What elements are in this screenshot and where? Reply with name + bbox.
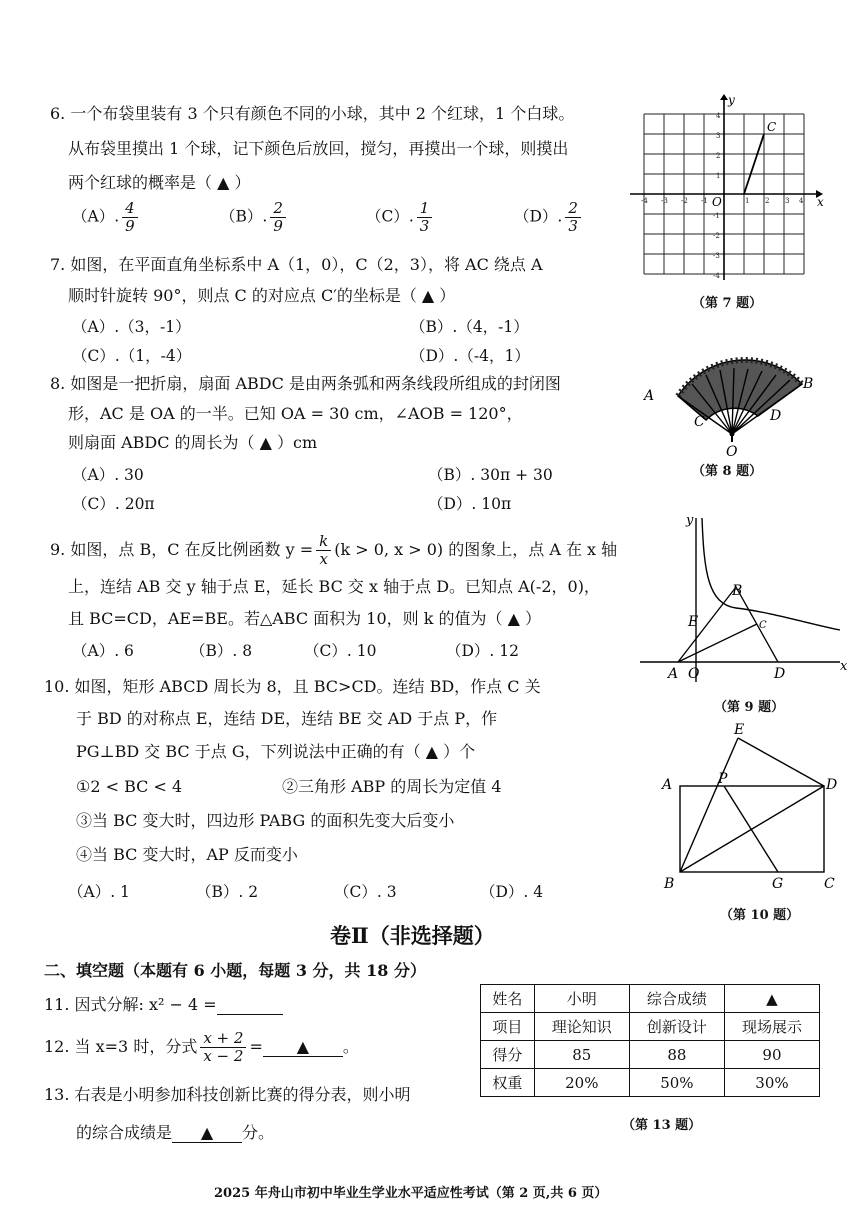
q9-label-b: B: [732, 583, 743, 599]
q6-line1: 6. 一个布袋里装有 3 个只有颜色不同的小球，其中 2 个红球，1 个白球。: [50, 104, 575, 123]
q10-statement-2: ②三角形 ABP 的周长为定值 4: [282, 777, 502, 796]
q10-line3: PG⊥BD 交 BC 于点 G，下列说法中正确的有（ ▲ ）个: [76, 742, 476, 761]
section-2-title: 卷Ⅱ（非选择题）: [330, 923, 495, 948]
q10-label-b: B: [664, 876, 675, 892]
table-cell: 姓名: [481, 985, 535, 1013]
q10-label-g: G: [772, 876, 784, 892]
q13-line1: 13. 右表是小明参加科技创新比赛的得分表，则小明: [44, 1085, 411, 1104]
q8-caption: （第 8 题）: [692, 464, 763, 479]
q6-option-a: （A）. $\frac{4}{9}$: [72, 200, 141, 235]
table-cell: 权重: [481, 1069, 535, 1097]
q11-answer-blank: [217, 996, 283, 1015]
table-cell: 理论知识: [534, 1013, 629, 1041]
q7-option-a: （A）.（3，-1）: [72, 318, 191, 336]
q13-line2-end: 分。: [242, 1123, 275, 1142]
q7-origin-label: O: [712, 195, 722, 209]
q8-line2: 形，AC 是 OA 的一半。已知 OA = 30 cm，∠AOB = 120°，: [68, 404, 523, 423]
q8-label-b: B: [803, 376, 814, 392]
table-row: [481, 985, 820, 1013]
q7-y-tick: 3: [716, 132, 721, 140]
q8-option-d: （D）. 10π: [428, 495, 512, 513]
q8-option-b: （B）. 30π + 30: [428, 466, 553, 484]
q8-label-o: O: [726, 444, 738, 458]
q7-axis-y-label: y: [728, 94, 735, 107]
table-cell: 小明: [534, 985, 629, 1013]
q8-label-d: D: [770, 408, 782, 424]
q10-option-c: （C）. 3: [334, 883, 397, 901]
table-row: [481, 1069, 820, 1097]
q13-answer-blank: ▲: [172, 1124, 242, 1143]
q7-y-tick: -2: [713, 232, 720, 240]
q12-text: 12. 当 x=3 时，分式: [44, 1037, 198, 1056]
q13-caption: （第 13 题）: [622, 1118, 702, 1133]
q9-frac-den: x: [319, 550, 328, 568]
q7-axis-x-label: x: [817, 195, 824, 209]
q10-label-d: D: [826, 777, 838, 793]
q10-statement-1: ①2 < BC < 4: [76, 777, 183, 796]
q7-y-tick: 1: [716, 172, 721, 180]
q7-line1: 7. 如图，在平面直角坐标系中 A（1，0），C（2，3），将 AC 绕点 A: [50, 255, 543, 274]
q6-option-d: （D）. $\frac{2}{3}$: [514, 200, 584, 235]
q11-text: 11. 因式分解: x² − 4 =: [44, 995, 217, 1014]
q8-label-c: C: [694, 414, 705, 430]
q7-x-tick: -3: [661, 197, 668, 205]
table-cell: 项目: [481, 1013, 535, 1041]
q10-label-a: A: [662, 777, 673, 793]
q7-option-b: （B）.（4，-1）: [410, 318, 529, 336]
q10-option-d: （D）. 4: [480, 883, 544, 901]
q10-label-e: E: [734, 722, 745, 738]
q9-hyperbola-figure: [640, 512, 855, 692]
q10-caption: （第 10 题）: [720, 908, 800, 923]
q7-coordinate-grid: [624, 94, 824, 289]
q7-option-c: （C）.（1，-4）: [72, 347, 192, 365]
q9-line1-start: 9. 如图，点 B，C 在反比例函数 y =: [50, 540, 314, 559]
q12-frac-den: x − 2: [203, 1047, 244, 1065]
q11: [44, 996, 283, 1015]
q10-statement-3: ③当 BC 变大时，四边形 PABG 的面积先变大后变小: [76, 811, 455, 830]
q8-option-c: （C）. 20π: [72, 495, 155, 513]
q9-line1: [50, 533, 617, 568]
q9-option-c: （C）. 10: [304, 642, 377, 660]
table-row: [481, 1013, 820, 1041]
table-cell: ▲: [724, 985, 819, 1013]
q9-option-d: （D）. 12: [446, 642, 520, 660]
q10-rectangle-figure: [656, 716, 846, 900]
q9-line2: 上，连结 AB 交 y 轴于点 E，延长 BC 交 x 轴于点 D。已知点 A(-2，0)，: [68, 577, 600, 596]
q7-x-tick: -4: [641, 197, 648, 205]
q7-line2: 顺时针旋转 90°，则点 C 的对应点 C′的坐标是（ ▲ ）: [68, 286, 456, 305]
page-footer: 2025 年舟山市初中毕业生学业水平适应性考试（第 2 页,共 6 页）: [214, 1186, 608, 1201]
q7-y-tick: -4: [713, 272, 720, 280]
q7-x-tick: 2: [765, 197, 770, 205]
q9-label-o: O: [688, 666, 700, 682]
q12-equals: =: [249, 1037, 263, 1056]
q7-y-tick: -1: [713, 212, 720, 220]
q10-label-p: P: [718, 771, 728, 787]
q7-y-tick: 2: [716, 152, 721, 160]
q9-label-e: E: [688, 614, 699, 630]
q7-x-tick: 1: [745, 197, 750, 205]
q6-line2: 从布袋里摸出 1 个球，记下颜色后放回，搅匀，再摸出一个球，则摸出: [68, 139, 569, 158]
q8-fan-figure: [640, 340, 830, 458]
q12-answer-blank: ▲: [263, 1038, 343, 1057]
table-cell: 85: [534, 1041, 629, 1069]
q8-option-a: （A）. 30: [72, 466, 144, 484]
q9-caption: （第 9 题）: [714, 700, 785, 715]
table-cell: 90: [724, 1041, 819, 1069]
table-cell: 得分: [481, 1041, 535, 1069]
q7-option-d: （D）.（-4，1）: [410, 347, 530, 365]
table-cell: 50%: [629, 1069, 724, 1097]
q7-point-c-label: C: [767, 120, 777, 134]
q9-label-a: A: [668, 666, 679, 682]
fill-in-heading: 二、填空题（本题有 6 小题，每题 3 分，共 18 分）: [44, 961, 426, 980]
table-cell: 综合成绩: [629, 985, 724, 1013]
table-cell: 30%: [724, 1069, 819, 1097]
q7-x-tick: -2: [681, 197, 688, 205]
q7-x-tick: 4: [799, 197, 804, 205]
q8-line1: 8. 如图是一把折扇，扇面 ABDC 是由两条弧和两条线段所组成的封闭图: [50, 374, 561, 393]
q13-line2-text: 的综合成绩是: [76, 1123, 173, 1142]
q9-frac-num: k: [316, 533, 331, 551]
q10-option-a: （A）. 1: [68, 883, 130, 901]
q7-x-tick-labels: [641, 197, 804, 205]
q6-line3: 两个红球的概率是（ ▲ ）: [68, 173, 251, 192]
q10-option-b: （B）. 2: [196, 883, 259, 901]
q8-label-a: A: [644, 388, 655, 404]
q9-line1-end: (k > 0, x > 0) 的图象上，点 A 在 x 轴: [334, 540, 618, 559]
q9-line3: 且 BC=CD，AE=BE。若△ABC 面积为 10，则 k 的值为（ ▲ ）: [68, 609, 541, 628]
q7-x-tick: 3: [785, 197, 790, 205]
q13-line2: [76, 1124, 274, 1143]
table-cell: 现场展示: [724, 1013, 819, 1041]
q6-option-b: （B）. $\frac{2}{9}$: [220, 200, 289, 235]
q9-label-c: C: [759, 620, 767, 631]
q9-axis-x-label: x: [840, 659, 848, 674]
score-table: [480, 984, 820, 1097]
q10-line2: 于 BD 的对称点 E，连结 DE，连结 BE 交 AD 于点 P，作: [76, 709, 498, 728]
q10-statement-4: ④当 BC 变大时，AP 反而变小: [76, 845, 298, 864]
q7-caption: （第 7 题）: [692, 296, 763, 311]
q9-label-d: D: [774, 666, 786, 682]
q10-line1: 10. 如图，矩形 ABCD 周长为 8，且 BC>CD。连结 BD，作点 C 关: [44, 677, 541, 696]
q9-axis-y-label: y: [686, 513, 694, 528]
table-cell: 20%: [534, 1069, 629, 1097]
q12: 12. 当 x=3 时，分式 $\frac{x + 2}{x - 2}$ = ▲ 。: [44, 1029, 359, 1065]
q7-x-tick: -1: [701, 197, 708, 205]
table-row: [481, 1041, 820, 1069]
q7-y-tick: 4: [716, 112, 721, 120]
q8-line3: 则扇面 ABDC 的周长为（ ▲ ）cm: [68, 433, 318, 452]
q10-label-c: C: [824, 876, 835, 892]
table-cell: 创新设计: [629, 1013, 724, 1041]
q12-frac-num: x + 2: [200, 1030, 246, 1048]
q6-option-c: （C）. $\frac{1}{3}$: [366, 200, 435, 235]
q9-option-b: （B）. 8: [190, 642, 253, 660]
q9-option-a: （A）. 6: [72, 642, 134, 660]
table-cell: 88: [629, 1041, 724, 1069]
q7-y-tick: -3: [713, 252, 720, 260]
